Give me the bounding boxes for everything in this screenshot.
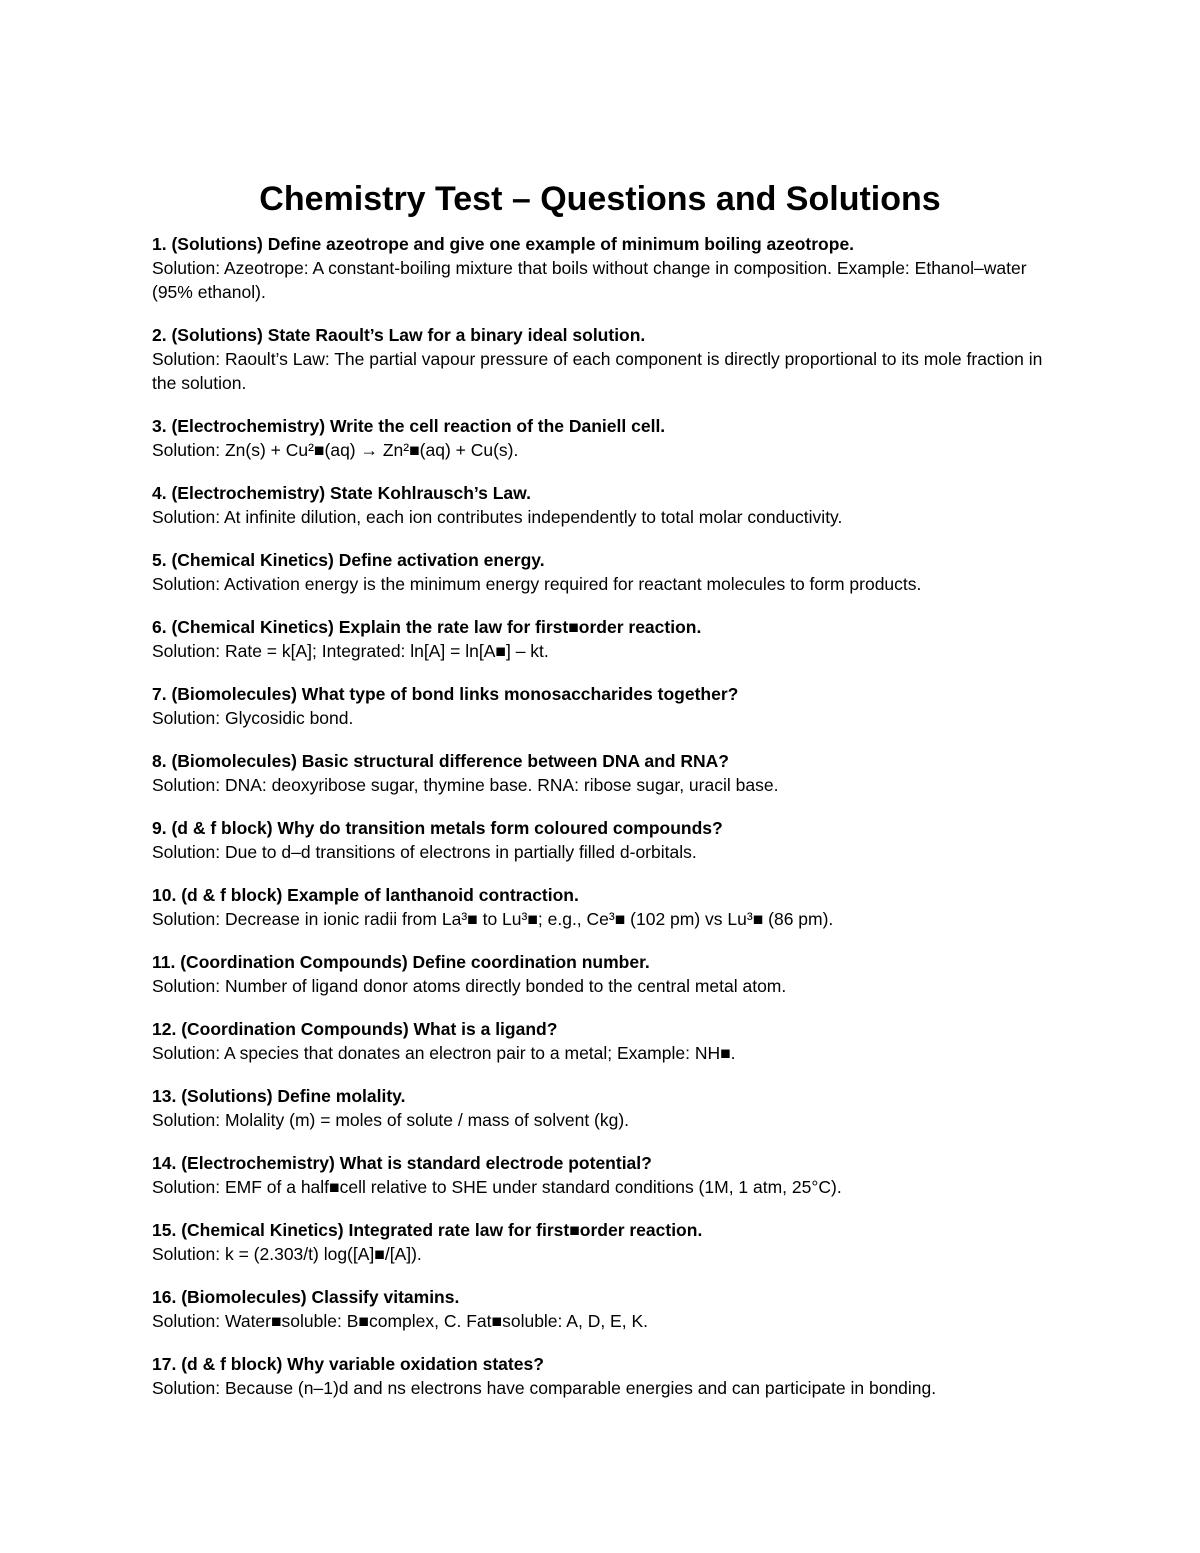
question-item bbox=[152, 816, 1052, 864]
solution-text: Solution: Due to d–d transitions of electrons in partially filled d-orbitals. bbox=[152, 842, 697, 862]
solution-text: Solution: EMF of a half■cell relative to SHE under standard conditions (1M, 1 atm, 25°C). bbox=[152, 1177, 842, 1197]
question-text: 12. (Coordination Compounds) What is a ligand? bbox=[152, 1019, 558, 1039]
question-text: 11. (Coordination Compounds) Define coordination number. bbox=[152, 952, 650, 972]
solution-text: Solution: Number of ligand donor atoms directly bonded to the central metal atom. bbox=[152, 976, 787, 996]
question-text: 13. (Solutions) Define molality. bbox=[152, 1086, 406, 1106]
question-item bbox=[152, 682, 1052, 730]
question-text: 14. (Electrochemistry) What is standard electrode potential? bbox=[152, 1153, 652, 1173]
question-item bbox=[152, 1352, 1052, 1400]
solution-text: Solution: Raoult’s Law: The partial vapour pressure of each component is directly proportional to its mole fraction in the solution. bbox=[152, 349, 1043, 393]
question-item bbox=[152, 950, 1052, 998]
question-text: 8. (Biomolecules) Basic structural difference between DNA and RNA? bbox=[152, 751, 729, 771]
question-text: 3. (Electrochemistry) Write the cell reaction of the Daniell cell. bbox=[152, 416, 666, 436]
solution-text: Solution: Azeotrope: A constant-boiling mixture that boils without change in composition. Example: Ethanol–water (95% ethanol). bbox=[152, 258, 1027, 302]
question-item bbox=[152, 615, 1052, 663]
solution-text: Solution: Water■soluble: B■complex, C. Fat■soluble: A, D, E, K. bbox=[152, 1311, 648, 1331]
question-text: 6. (Chemical Kinetics) Explain the rate law for first■order reaction. bbox=[152, 617, 702, 637]
question-item bbox=[152, 548, 1052, 596]
question-item bbox=[152, 323, 1052, 395]
solution-text: Solution: At infinite dilution, each ion contributes independently to total molar conductivity. bbox=[152, 507, 843, 527]
question-item bbox=[152, 414, 1052, 462]
solution-text: Solution: Because (n–1)d and ns electrons have comparable energies and can participate in bonding. bbox=[152, 1378, 937, 1398]
question-item bbox=[152, 1151, 1052, 1199]
solution-text: Solution: DNA: deoxyribose sugar, thymine base. RNA: ribose sugar, uracil base. bbox=[152, 775, 779, 795]
question-item bbox=[152, 1285, 1052, 1333]
solution-text: Solution: Glycosidic bond. bbox=[152, 708, 354, 728]
question-item bbox=[152, 481, 1052, 529]
question-text: 1. (Solutions) Define azeotrope and give one example of minimum boiling azeotrope. bbox=[152, 234, 855, 254]
question-text: 17. (d & f block) Why variable oxidation states? bbox=[152, 1354, 544, 1374]
question-item bbox=[152, 1017, 1052, 1065]
solution-text: Solution: Zn(s) + Cu²■(aq) → Zn²■(aq) + Cu(s). bbox=[152, 440, 519, 460]
question-text: 2. (Solutions) State Raoult’s Law for a binary ideal solution. bbox=[152, 325, 646, 345]
solution-text: Solution: Rate = k[A]; Integrated: ln[A] = ln[A■] – kt. bbox=[152, 641, 549, 661]
question-item bbox=[152, 232, 1052, 304]
question-item bbox=[152, 1084, 1052, 1132]
question-text: 7. (Biomolecules) What type of bond links monosaccharides together? bbox=[152, 684, 739, 704]
question-text: 16. (Biomolecules) Classify vitamins. bbox=[152, 1287, 460, 1307]
question-text: 15. (Chemical Kinetics) Integrated rate law for first■order reaction. bbox=[152, 1220, 703, 1240]
question-text: 5. (Chemical Kinetics) Define activation energy. bbox=[152, 550, 545, 570]
question-text: 4. (Electrochemistry) State Kohlrausch’s Law. bbox=[152, 483, 531, 503]
question-item bbox=[152, 749, 1052, 797]
question-item bbox=[152, 883, 1052, 931]
solution-text: Solution: Molality (m) = moles of solute / mass of solvent (kg). bbox=[152, 1110, 630, 1130]
question-text: 10. (d & f block) Example of lanthanoid contraction. bbox=[152, 885, 579, 905]
question-item bbox=[152, 1218, 1052, 1266]
question-list bbox=[152, 232, 1052, 1400]
solution-text: Solution: A species that donates an electron pair to a metal; Example: NH■. bbox=[152, 1043, 736, 1063]
solution-text: Solution: k = (2.303/t) log([A]■/[A]). bbox=[152, 1244, 422, 1264]
document-title: Chemistry Test – Questions and Solutions bbox=[259, 179, 941, 218]
solution-text: Solution: Activation energy is the minimum energy required for reactant molecules to form products. bbox=[152, 574, 922, 594]
solution-text: Solution: Decrease in ionic radii from La³■ to Lu³■; e.g., Ce³■ (102 pm) vs Lu³■ (86 pm). bbox=[152, 909, 834, 929]
question-text: 9. (d & f block) Why do transition metals form coloured compounds? bbox=[152, 818, 723, 838]
